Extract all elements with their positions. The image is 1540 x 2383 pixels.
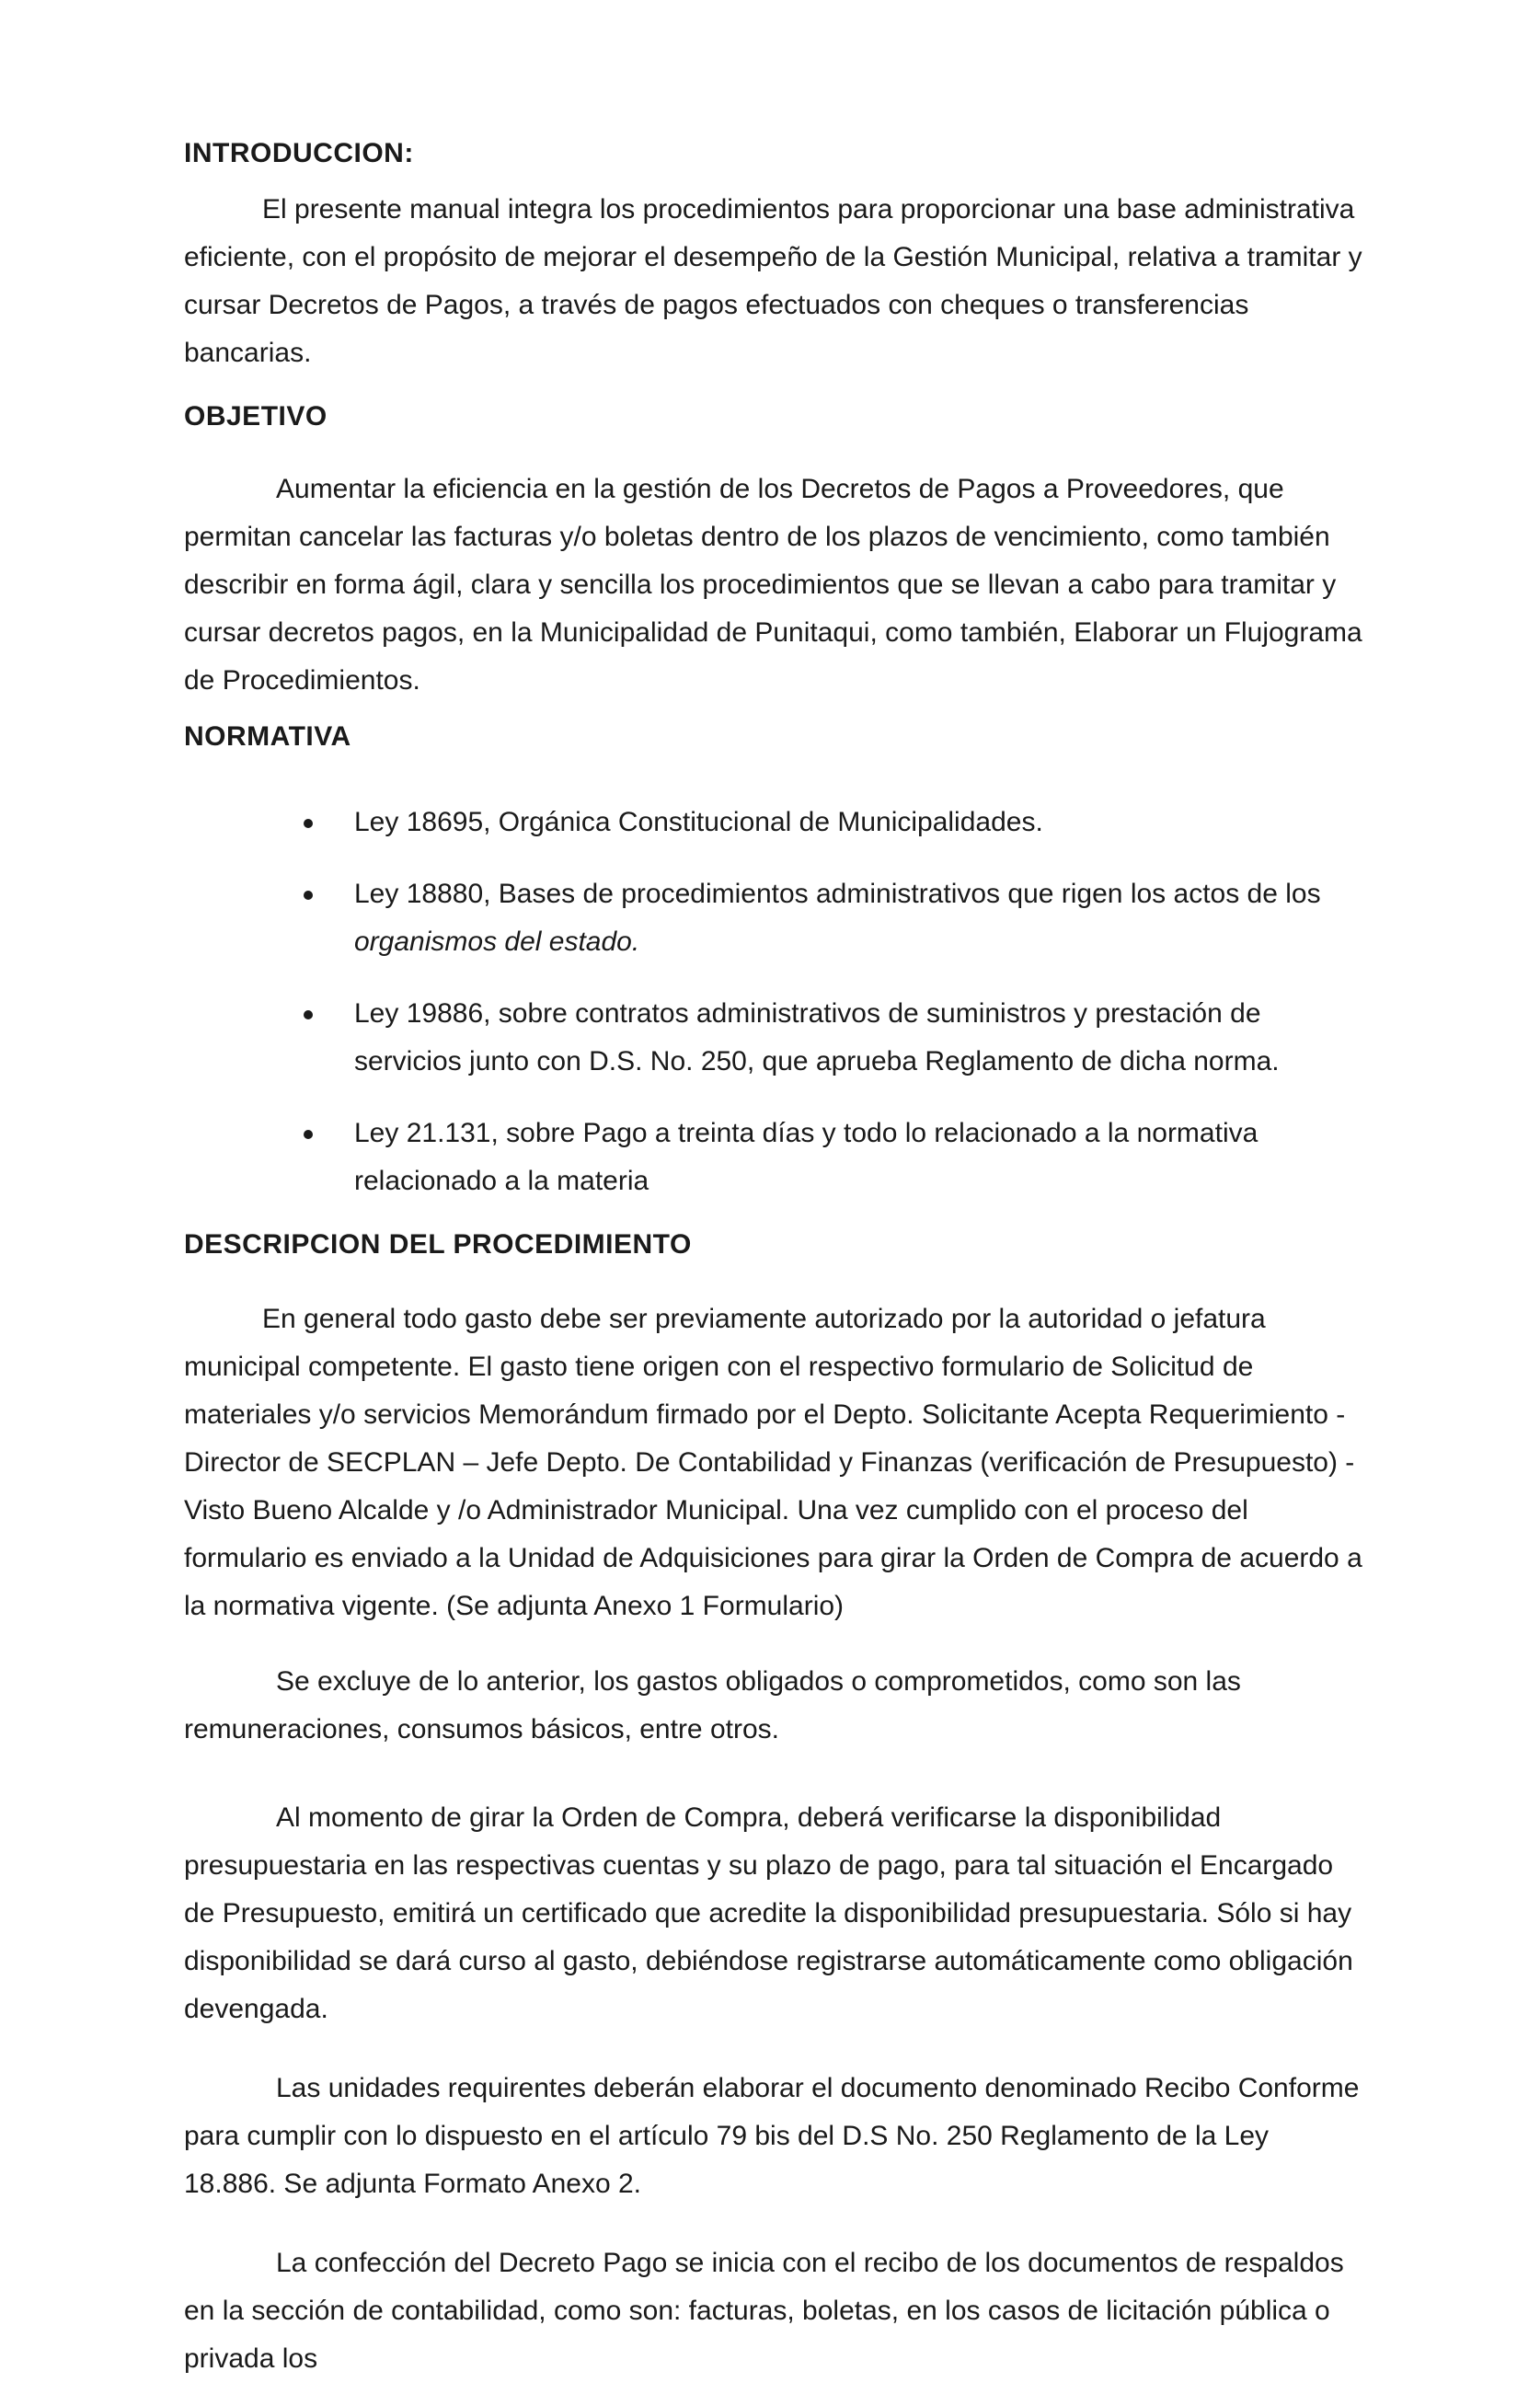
normativa-item-italic: organismos del estado. bbox=[354, 927, 640, 957]
introduccion-heading: INTRODUCCION: bbox=[184, 138, 414, 168]
descripcion-paragraph: En general todo gasto debe ser previamente autorizado por la autoridad o jefatura municipal competente. El gasto tiene origen con el respectivo formulario de Solicitud de materiales y/o servicios Memorándum firmado por el Depto. Solicitante Acepta Requerimiento - Director de SECPLAN – Jefe Depto. De Contabilidad y Finanzas (verificación de Presupuesto) - Visto Bueno Alcalde y /o Administrador Municipal. Una vez cumplido con el proceso del formulario es enviado a la Unidad de Adquisiciones para girar la Orden de Compra de acuerdo a la normativa vigente. (Se adjunta Anexo 1 Formulario) bbox=[184, 1304, 1362, 1621]
list-item bbox=[304, 799, 1365, 846]
normativa-heading: NORMATIVA bbox=[184, 721, 351, 752]
objetivo-heading: OBJETIVO bbox=[184, 401, 328, 432]
bullet-icon bbox=[304, 891, 313, 900]
list-item bbox=[304, 870, 1365, 966]
normativa-item-text: Ley 19886, sobre contratos administrativos de suministros y prestación de servicios junto con D.S. No. 250, que aprueba Reglamento de dicha norma. bbox=[354, 998, 1280, 1076]
descripcion-heading: DESCRIPCION DEL PROCEDIMIENTO bbox=[184, 1229, 692, 1260]
normativa-item-text: Ley 18695, Orgánica Constitucional de Municipalidades. bbox=[354, 807, 1043, 837]
normativa-item-text: Ley 18880, Bases de procedimientos administrativos que rigen los actos de los bbox=[354, 879, 1321, 909]
bullet-icon bbox=[304, 1010, 313, 1019]
descripcion-paragraph: Al momento de girar la Orden de Compra, deberá verificarse la disponibilidad presupuestaria en las respectivas cuentas y su plazo de pago, para tal situación el Encargado de Presupuesto, emitirá un certificado que acredite la disponibilidad presupuestaria. Sólo si hay disponibilidad se dará curso al gasto, debiéndose registrarse automáticamente como obligación devengada. bbox=[184, 1802, 1353, 2024]
normativa-list bbox=[184, 799, 1365, 1205]
descripcion-paragraph: La confección del Decreto Pago se inicia con el recibo de los documentos de respaldos en la sección de contabilidad, como son: facturas, boletas, en los casos de licitación pública o privada los bbox=[184, 2248, 1344, 2374]
list-item bbox=[304, 1110, 1365, 1205]
bullet-icon bbox=[304, 819, 313, 828]
introduccion-text: El presente manual integra los procedimientos para proporcionar una base administrativa eficiente, con el propósito de mejorar el desempeño de la Gestión Municipal, relativa a tramitar y cursar Decretos de Pagos, a través de pagos efectuados con cheques o transferencias bancarias. bbox=[184, 194, 1362, 368]
normativa-item-text: Ley 21.131, sobre Pago a treinta días y todo lo relacionado a la normativa relacionado a la materia bbox=[354, 1118, 1258, 1196]
descripcion-paragraph: Se excluye de lo anterior, los gastos obligados o comprometidos, como son las remuneraciones, consumos básicos, entre otros. bbox=[184, 1666, 1241, 1744]
objetivo-text: Aumentar la eficiencia en la gestión de los Decretos de Pagos a Proveedores, que permitan cancelar las facturas y/o boletas dentro de los plazos de vencimiento, como también describir en forma ágil, clara y sencilla los procedimientos que se llevan a cabo para tramitar y cursar decretos pagos, en la Municipalidad de Punitaqui, como también, Elaborar un Flujograma de Procedimientos. bbox=[184, 474, 1362, 696]
list-item bbox=[304, 990, 1365, 1086]
descripcion-paragraph: Las unidades requirentes deberán elaborar el documento denominado Recibo Conforme para cumplir con lo dispuesto en el artículo 79 bis del D.S No. 250 Reglamento de la Ley 18.886. Se adjunta Formato Anexo 2. bbox=[184, 2073, 1360, 2199]
bullet-icon bbox=[304, 1130, 313, 1139]
